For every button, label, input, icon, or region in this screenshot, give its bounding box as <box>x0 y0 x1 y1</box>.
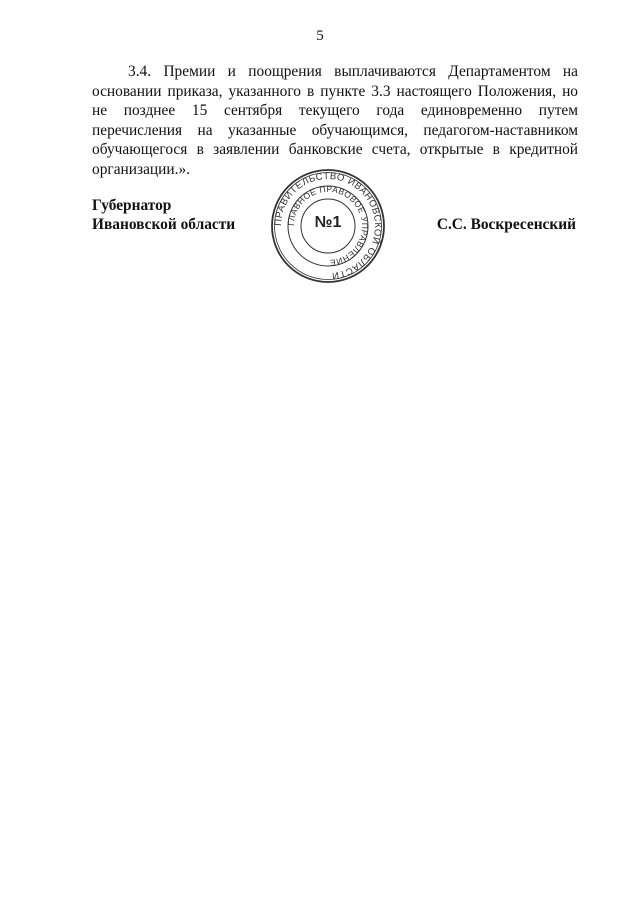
seal-number: №1 <box>314 214 342 231</box>
signature-position <box>92 196 235 234</box>
signature-position-line1: Губернатор <box>92 197 172 214</box>
signatory-name: С.С. Воскресенский <box>436 216 576 233</box>
seal-inner-text: ГЛАВНОЕ ПРАВОВОЕ УПРАВЛЕНИЕ <box>285 183 371 269</box>
page-number: 5 <box>316 28 324 44</box>
seal-outer-text: ПРАВИТЕЛЬСТВО ИВАНОВСКОЙ ОБЛАСТИ <box>272 170 384 281</box>
body-paragraph: 3.4. Премии и поощрения выплачиваются Департаментом на основании приказа, указанного в пункте 3.3 настоящего Положения, но не позднее 15 сентября текущего года единовременно путем перечисления на указанные обучающимся, педагогом-наставником обучающегося в заявлении банковские счета, открытые в кредитной организации.». <box>92 63 578 178</box>
signature-position-line2: Ивановской области <box>92 216 236 233</box>
official-seal <box>270 168 386 284</box>
